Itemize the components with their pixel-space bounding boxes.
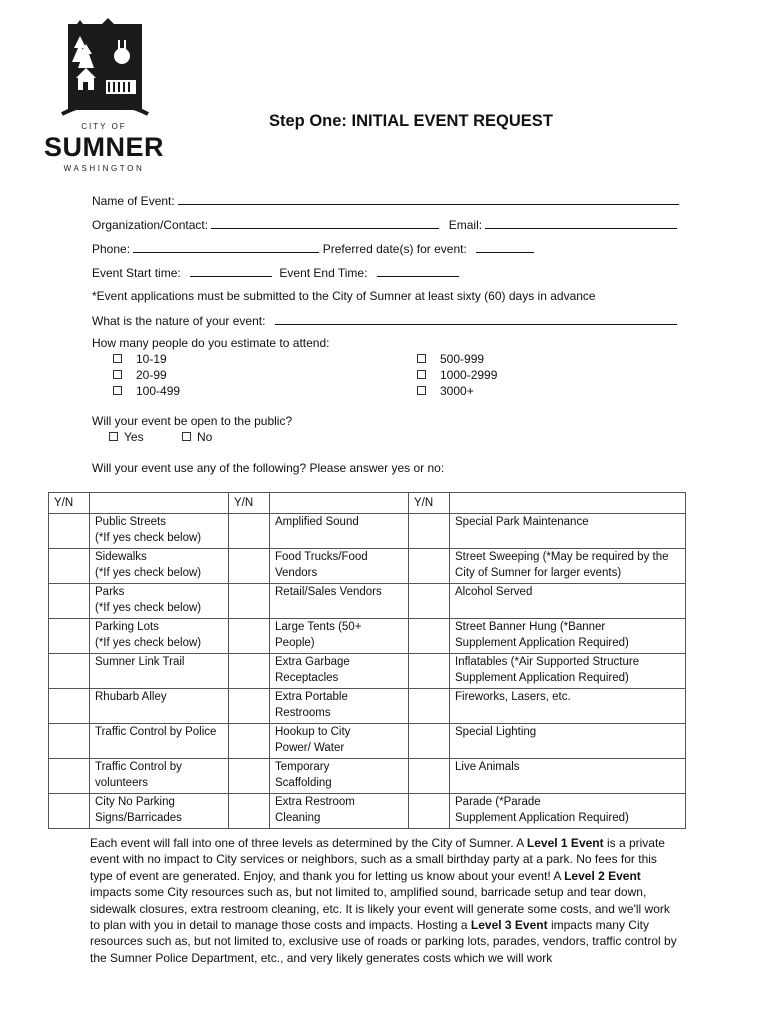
service-item-cell: Sidewalks (*If yes check below) xyxy=(90,549,229,584)
service-item-cell: Parking Lots (*If yes check below) xyxy=(90,619,229,654)
checkbox-icon[interactable] xyxy=(113,354,122,363)
yn-answer-cell[interactable] xyxy=(49,549,90,584)
logo-city-of: CITY OF xyxy=(81,122,127,131)
checkbox-icon[interactable] xyxy=(417,370,426,379)
yn-header: Y/N xyxy=(49,493,90,514)
yn-answer-cell[interactable] xyxy=(409,724,450,759)
service-item-cell: Traffic Control by volunteers xyxy=(90,759,229,794)
table-row xyxy=(49,654,686,689)
public-yes-option[interactable]: Yes xyxy=(109,430,144,444)
yn-header: Y/N xyxy=(409,493,450,514)
yn-answer-cell[interactable] xyxy=(409,514,450,549)
table-header-row xyxy=(49,493,686,514)
yn-answer-cell[interactable] xyxy=(409,619,450,654)
preferred-dates-label: Preferred date(s) for event: xyxy=(322,242,467,256)
checkbox-icon[interactable] xyxy=(417,386,426,395)
city-skyline-icon xyxy=(60,18,150,118)
service-item-cell: Large Tents (50+ People) xyxy=(270,619,409,654)
service-item-cell: Fireworks, Lasers, etc. xyxy=(450,689,686,724)
nature-field[interactable] xyxy=(275,313,677,325)
level-1-label: Level 1 Event xyxy=(526,836,604,850)
service-item-cell: Extra Restroom Cleaning xyxy=(270,794,409,829)
service-item-cell: Inflatables (*Air Supported Structure Supplement Application Required) xyxy=(450,654,686,689)
yn-answer-cell[interactable] xyxy=(229,689,270,724)
service-item-cell: Street Sweeping (*May be required by the City of Sumner for larger events) xyxy=(450,549,686,584)
table-row xyxy=(49,794,686,829)
yn-header: Y/N xyxy=(229,493,270,514)
attendance-option[interactable]: 500-999 xyxy=(417,352,484,366)
service-item-cell: City No Parking Signs/Barricades xyxy=(90,794,229,829)
yn-answer-cell[interactable] xyxy=(49,654,90,689)
service-item-cell: Parade (*Parade Supplement Application Required) xyxy=(450,794,686,829)
logo-state: WASHINGTON xyxy=(63,164,145,173)
attendance-option[interactable]: 20-99 xyxy=(113,368,167,382)
level-2-label: Level 2 Event xyxy=(564,868,641,883)
yn-answer-cell[interactable] xyxy=(409,549,450,584)
phone-row xyxy=(92,241,534,256)
attendance-option[interactable]: 1000-2999 xyxy=(417,368,497,382)
yn-answer-cell[interactable] xyxy=(409,654,450,689)
start-time-field[interactable] xyxy=(190,265,272,277)
checkbox-icon[interactable] xyxy=(182,432,191,441)
advance-notice: *Event applications must be submitted to the City of Sumner at least sixty (60) days in advance xyxy=(92,289,596,303)
service-item-cell: Live Animals xyxy=(450,759,686,794)
table-row xyxy=(49,724,686,759)
table-row xyxy=(49,689,686,724)
table-header-cell xyxy=(270,493,409,514)
yn-answer-cell[interactable] xyxy=(229,794,270,829)
yn-answer-cell[interactable] xyxy=(49,689,90,724)
checkbox-icon[interactable] xyxy=(109,432,118,441)
services-table xyxy=(48,492,686,829)
service-item-cell: Extra Garbage Receptacles xyxy=(270,654,409,689)
service-item-cell: Public Streets (*If yes check below) xyxy=(90,514,229,549)
attendance-option[interactable]: 3000+ xyxy=(417,384,474,398)
service-item-cell: Amplified Sound xyxy=(270,514,409,549)
table-row xyxy=(49,549,686,584)
service-item-cell: Retail/Sales Vendors xyxy=(270,584,409,619)
logo-city-name: SUMNER xyxy=(44,132,165,162)
service-item-cell: Food Trucks/Food Vendors xyxy=(270,549,409,584)
yn-answer-cell[interactable] xyxy=(409,689,450,724)
checkbox-icon[interactable] xyxy=(113,370,122,379)
use-question: Will your event use any of the following? Please answer yes or no: xyxy=(92,461,445,475)
service-item-cell: Special Park Maintenance xyxy=(450,514,686,549)
public-question: Will your event be open to the public? xyxy=(92,414,293,428)
public-no-option[interactable]: No xyxy=(182,430,212,444)
yn-answer-cell[interactable] xyxy=(229,724,270,759)
table-row xyxy=(49,584,686,619)
service-item-cell: Parks (*If yes check below) xyxy=(90,584,229,619)
attendance-option[interactable]: 10-19 xyxy=(113,352,167,366)
yn-answer-cell[interactable] xyxy=(229,619,270,654)
yn-answer-cell[interactable] xyxy=(49,619,90,654)
start-time-label: Event Start time: xyxy=(92,266,181,280)
service-item-cell: Extra Portable Restrooms xyxy=(270,689,409,724)
service-item-cell: Sumner Link Trail xyxy=(90,654,229,689)
service-item-cell: Alcohol Served xyxy=(450,584,686,619)
table-header-cell xyxy=(450,493,686,514)
end-time-label: Event End Time: xyxy=(279,266,368,280)
yn-answer-cell[interactable] xyxy=(229,654,270,689)
yn-answer-cell[interactable] xyxy=(49,759,90,794)
event-name-label: Name of Event: xyxy=(92,194,175,208)
event-name-field[interactable] xyxy=(178,193,679,205)
table-row xyxy=(49,514,686,549)
service-item-cell: Street Banner Hung (*Banner Supplement Application Required) xyxy=(450,619,686,654)
table-row xyxy=(49,619,686,654)
yn-answer-cell[interactable] xyxy=(49,584,90,619)
preferred-dates-field[interactable] xyxy=(476,241,534,253)
org-contact-label: Organization/Contact: xyxy=(92,218,209,232)
yn-answer-cell[interactable] xyxy=(229,514,270,549)
service-item-cell: Temporary Scaffolding xyxy=(270,759,409,794)
checkbox-icon[interactable] xyxy=(417,354,426,363)
yn-answer-cell[interactable] xyxy=(49,794,90,829)
phone-label: Phone: xyxy=(92,242,131,256)
phone-field[interactable] xyxy=(133,241,319,253)
email-field[interactable] xyxy=(485,217,677,229)
yn-answer-cell[interactable] xyxy=(229,549,270,584)
yn-answer-cell[interactable] xyxy=(229,584,270,619)
org-contact-row xyxy=(92,217,677,232)
event-levels-paragraph: Each event will fall into one of three levels as determined by the City of Sumner. A Level 1 Event is a private event with no impact to City services or neighbors, such as a small birthday party at a park. No fees for this type of event are generated. Enjoy, and thank you for letting us know about your event! A Level 2 Event impacts some City resources such as, but not limited to, amplified sound, barricade setup and tear down, sidewalk closures, extra restroom cleaning, etc. It is likely your event will generate some costs, and we'll work to plan with you in detail to manage those costs and impacts. Hosting a Level 3 Event impacts many City resources such as, but not limited to, exclusive use of roads or parking lots, parades, vendors, traffic control by the Sumner Police Department, etc., and very likely generates costs which we will work xyxy=(90,836,677,965)
attendance-question: How many people do you estimate to attend: xyxy=(92,336,330,350)
table-row xyxy=(49,759,686,794)
attendance-option[interactable]: 100-499 xyxy=(113,384,180,398)
service-item-cell: Traffic Control by Police xyxy=(90,724,229,759)
city-logo xyxy=(44,18,164,173)
page-title: Step One: INITIAL EVENT REQUEST xyxy=(269,112,553,130)
time-row xyxy=(92,265,459,280)
nature-label: What is the nature of your event: xyxy=(92,314,266,328)
yn-answer-cell[interactable] xyxy=(409,584,450,619)
service-item-cell: Rhubarb Alley xyxy=(90,689,229,724)
yn-answer-cell[interactable] xyxy=(49,724,90,759)
service-item-cell: Hookup to City Power/ Water xyxy=(270,724,409,759)
event-name-row xyxy=(92,193,679,208)
email-label: Email: xyxy=(448,218,483,232)
yn-answer-cell[interactable] xyxy=(409,759,450,794)
checkbox-icon[interactable] xyxy=(113,386,122,395)
yn-answer-cell[interactable] xyxy=(229,759,270,794)
level-3-label: Level 3 Event xyxy=(470,918,548,933)
table-header-cell xyxy=(90,493,229,514)
service-item-cell: Special Lighting xyxy=(450,724,686,759)
nature-row xyxy=(92,313,677,328)
yn-answer-cell[interactable] xyxy=(409,794,450,829)
org-contact-field[interactable] xyxy=(211,217,439,229)
end-time-field[interactable] xyxy=(377,265,459,277)
yn-answer-cell[interactable] xyxy=(49,514,90,549)
